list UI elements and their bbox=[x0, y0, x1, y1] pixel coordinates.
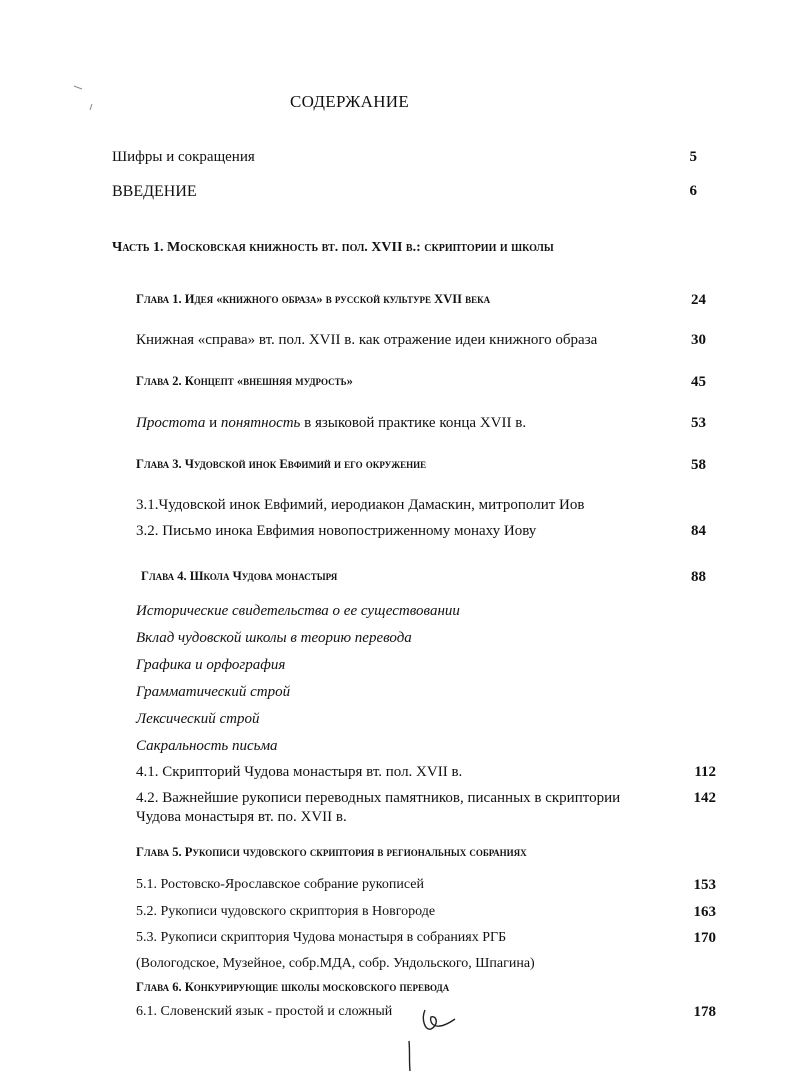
toc-subtopic-5: Лексический строй bbox=[136, 711, 260, 727]
toc-subtopic-6: Сакральность письма bbox=[136, 738, 278, 754]
toc-page-ch3: 58 bbox=[691, 457, 706, 473]
toc-entry-ch4-s2-line1: 4.2. Важнейшие рукописи переводных памятников, писанных в скриптории bbox=[136, 790, 621, 806]
toc-page-ch2-s1: 53 bbox=[691, 415, 706, 431]
toc-entry-ch2-s1 bbox=[136, 415, 526, 432]
handwritten-mark bbox=[395, 1005, 465, 1075]
toc-entry-ch4-s1: 4.1. Скрипторий Чудова монастыря вт. пол. XVII в. bbox=[136, 764, 463, 780]
toc-subtopic-3: Графика и орфография bbox=[136, 657, 286, 673]
toc-page-ch5-s2: 163 bbox=[693, 904, 716, 920]
entry-rest: в языковой практике конца XVII в. bbox=[300, 415, 527, 431]
toc-subtopic-2: Вклад чудовской школы в теорию перевода bbox=[136, 630, 412, 646]
toc-entry-ch5-s2: 5.2. Рукописи чудовского скриптория в Новгороде bbox=[136, 904, 436, 919]
toc-subtopic-1: Исторические свидетельства о ее существовании bbox=[136, 603, 460, 619]
toc-page-ch5-s3: 170 bbox=[693, 930, 716, 946]
toc-page-ch2: 45 bbox=[691, 374, 706, 390]
toc-entry-intro: ВВЕДЕНИЕ bbox=[112, 183, 197, 200]
italic-term-simplicity: Простота bbox=[136, 415, 206, 431]
toc-chapter-2: Глава 2. Концепт «внешняя мудрость» bbox=[136, 374, 353, 388]
toc-page-intro: 6 bbox=[689, 183, 697, 199]
toc-page-codes: 5 bbox=[689, 149, 697, 165]
conjunction: и bbox=[205, 415, 221, 431]
toc-entry-ch5-s3-line2: (Вологодское, Музейное, собр.МДА, собр. Ундольского, Шпагина) bbox=[136, 956, 535, 971]
toc-chapter-5: Глава 5. Рукописи чудовского скриптория в региональных собраниях bbox=[136, 845, 527, 859]
toc-entry-ch1-s1: Книжная «справа» вт. пол. XVII в. как отражение идеи книжного образа bbox=[136, 332, 598, 348]
toc-entry-ch5-s3-line1: 5.3. Рукописи скриптория Чудова монастыря в собраниях РГБ bbox=[136, 930, 507, 945]
toc-page-ch1: 24 bbox=[691, 292, 706, 308]
toc-entry-codes: Шифры и сокращения bbox=[112, 149, 255, 165]
toc-page-ch5-s1: 153 bbox=[693, 877, 716, 893]
toc-chapter-6: Глава 6. Конкурирующие школы московского перевода bbox=[136, 980, 450, 994]
toc-page-ch4-s1: 112 bbox=[694, 764, 716, 780]
toc-page-ch3-s2: 84 bbox=[691, 523, 706, 539]
toc-entry-ch4-s2-line2: Чудова монастыря вт. по. XVII в. bbox=[136, 809, 347, 825]
toc-page-ch1-s1: 30 bbox=[691, 332, 706, 348]
toc-part-1: Часть 1. Московская книжность вт. пол. XVII в.: скриптории и школы bbox=[112, 240, 554, 255]
toc-subtopic-4: Грамматический строй bbox=[136, 684, 291, 700]
toc-chapter-4: Глава 4. Школа Чудова монастыря bbox=[141, 569, 338, 583]
margin-mark bbox=[70, 82, 100, 112]
toc-entry-ch3-s2: 3.2. Письмо инока Евфимия новопостриженному монаху Иову bbox=[136, 523, 537, 539]
toc-page-ch4: 88 bbox=[691, 569, 706, 585]
toc-entry-ch6-s1: 6.1. Словенский язык - простой и сложный bbox=[136, 1004, 393, 1019]
toc-entry-ch5-s1: 5.1. Ростовско-Ярославское собрание рукописей bbox=[136, 877, 424, 892]
toc-entry-ch3-s1: 3.1.Чудовской инок Евфимий, иеродиакон Дамаскин, митрополит Иов bbox=[136, 497, 585, 513]
toc-chapter-1: Глава 1. Идея «книжного образа» в русской культуре XVII века bbox=[136, 292, 491, 306]
toc-page-ch4-s2: 142 bbox=[693, 790, 716, 806]
toc-page-ch6-s1: 178 bbox=[693, 1004, 716, 1020]
toc-chapter-3: Глава 3. Чудовской инок Евфимий и его окружение bbox=[136, 457, 427, 471]
page-title: СОДЕРЖАНИЕ bbox=[290, 92, 410, 111]
italic-term-clarity: понятность bbox=[220, 415, 301, 431]
